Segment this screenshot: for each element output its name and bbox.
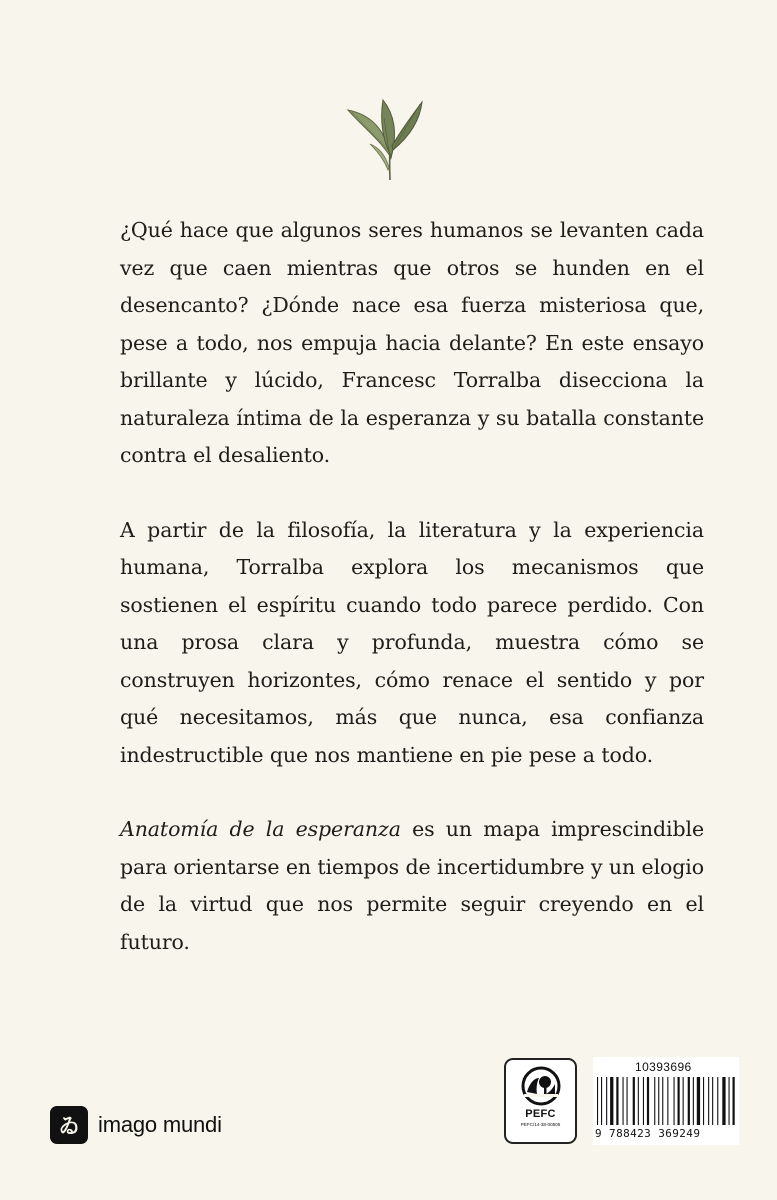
blurb-paragraph-3-text: es un mapa imprescindible para orientarse en tiempos de incertidumbre y un elogio de la virtud que nos permite seguir creyendo en el futuro. xyxy=(120,817,704,954)
pefc-label: PEFC xyxy=(525,1108,556,1120)
pefc-certification xyxy=(504,1058,577,1144)
sprout-illustration xyxy=(340,96,430,184)
book-title: Anatomía de la esperanza xyxy=(120,817,401,841)
back-cover-blurb xyxy=(120,212,704,961)
blurb-paragraph-2: A partir de la filosofía, la literatura y la experiencia humana, Torralba explora los mecanismos que sostienen el espíritu cuando todo parece perdido. Con una prosa clara y profunda, muestra cómo se construyen horizontes, cómo renace el sentido y por qué necesitamos, más que nunca, esa confianza indestructible que nos mantiene en pie pese a todo. xyxy=(120,517,704,767)
barcode-reference: 10393696 xyxy=(635,1060,692,1074)
pefc-tree-icon xyxy=(520,1066,562,1106)
blurb-paragraph-3 xyxy=(120,811,704,961)
isbn-digits: 9 788423 369249 xyxy=(595,1127,701,1140)
isbn-barcode xyxy=(593,1057,739,1145)
publisher-logo xyxy=(50,1106,222,1144)
blurb-paragraph-1: ¿Qué hace que algunos seres humanos se levanten cada vez que caen mientras que otros se hunden en el desencanto? ¿Dónde nace esa fuerza misteriosa que, pese a todo, nos empuja hacia delante? En este ensayo brillante y lúcido, Francesc Torralba disecciona la naturaleza íntima de la esperanza y su batalla constante contra el desaliento. xyxy=(120,218,704,467)
barcode-bars xyxy=(597,1077,735,1125)
publisher-name: imago mundi xyxy=(98,1112,222,1137)
publisher-mark-icon: ゐ xyxy=(50,1106,88,1144)
pefc-code: PEFC/14-38-00505 xyxy=(520,1122,561,1127)
